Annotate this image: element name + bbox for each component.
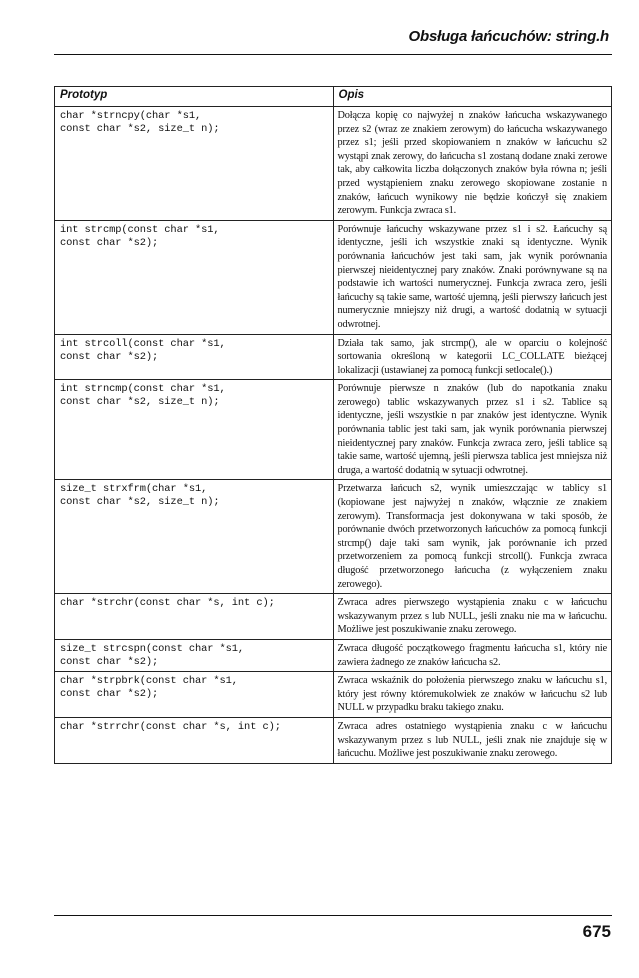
description-cell: Zwraca wskaźnik do położenia pierwszego znaku w łańcuchu s1, który jest równy któremukolwiek ze znaków w łańcuchu s2 lub NULL w przypadku braku takiego znaku.: [333, 672, 612, 718]
prototype-cell: char *strrchr(const char *s, int c);: [55, 717, 334, 763]
column-header-description: Opis: [333, 87, 612, 107]
prototype-cell: size_t strcspn(const char *s1, const char *s2);: [55, 639, 334, 671]
description-cell: Zwraca długość początkowego fragmentu łańcucha s1, który nie zawiera żadnego ze znaków łańcucha s2.: [333, 639, 612, 671]
function-table: [54, 86, 612, 764]
prototype-cell: size_t strxfrm(char *s1, const char *s2, size_t n);: [55, 480, 334, 594]
prototype-cell: char *strchr(const char *s, int c);: [55, 594, 334, 640]
prototype-cell: int strcoll(const char *s1, const char *s2);: [55, 334, 334, 380]
page-number: 675: [582, 922, 611, 941]
prototype-cell: int strcmp(const char *s1, const char *s2);: [55, 220, 334, 334]
description-cell: Działa tak samo, jak strcmp(), ale w oparciu o kolejność sortowania określoną w kategorii LC_COLLATE bieżącej lokalizacji (ustawianej za pomocą funkcji setlocale().): [333, 334, 612, 380]
table-row: [55, 220, 612, 334]
running-header: Obsługa łańcuchów: string.h: [408, 28, 609, 45]
table-header-row: [55, 87, 612, 107]
prototype-cell: char *strncpy(char *s1, const char *s2, size_t n);: [55, 107, 334, 221]
table-row: [55, 380, 612, 480]
prototype-cell: char *strpbrk(const char *s1, const char *s2);: [55, 672, 334, 718]
table-row: [55, 107, 612, 221]
column-header-prototype: Prototyp: [55, 87, 334, 107]
prototype-cell: int strncmp(const char *s1, const char *s2, size_t n);: [55, 380, 334, 480]
table-row: [55, 594, 612, 640]
table-row: [55, 334, 612, 380]
footer-rule: [54, 915, 612, 916]
description-cell: Porównuje pierwsze n znaków (lub do napotkania znaku zerowego) tablic wskazywanych przez s1 i s2. Tablice są identyczne, jeśli wszystkie n par znaków jest identyczne. Wynik porównania tablic jest taki sam, jak wynik porównania pierwszej nieidentycznej pary znaków. Funkcja zwraca zero, jeśli tablice są takie same, wartość ujemną, jeśli pierwsza tablica jest mniejsza niż druga, a wartość dodatnią w sytuacji odwrotnej.: [333, 380, 612, 480]
table-row: [55, 480, 612, 594]
table-row: [55, 639, 612, 671]
description-cell: Dołącza kopię co najwyżej n znaków łańcucha wskazywanego przez s2 (wraz ze znakiem zerowym) do łańcucha wskazywanego przez s1; jeśli przed skopiowaniem n znaków w łańcuchu s2 wystąpi znak zerowy, do łańcucha s1 zostaną dodane znaki zerowe tak, aby całkowita liczba dołączonych znaków była równa n; jeśli przed wystąpieniem znaku zerowego skopiowane zostanie n znaków, łańcuch wynikowy nie będzie kończył się znakiem zerowym. Funkcja zwraca s1.: [333, 107, 612, 221]
table-row: [55, 672, 612, 718]
description-cell: Zwraca adres ostatniego wystąpienia znaku c w łańcuchu wskazywanym przez s lub NULL, jeśli znak nie znajduje się w łańcuchu. Możliwe jest poszukiwanie znaku zerowego.: [333, 717, 612, 763]
description-cell: Porównuje łańcuchy wskazywane przez s1 i s2. Łańcuchy są identyczne, jeśli ich wszystkie znaki są identyczne. Wynik porównania łańcuchów jest taki sam, jak wynik porównania pierwszej nieidentycznej pary znaków. Znaki porównywane są na podstawie ich wartości numerycznej. Funkcja zwraca zero, jeśli łańcuchy są takie same, wartość ujemną, jeśli pierwszy łańcuch jest numerycznie mniejszy niż drugi, a wartość dodatnią w sytuacji odwrotnej.: [333, 220, 612, 334]
header-rule: [54, 54, 612, 55]
table-row: [55, 717, 612, 763]
description-cell: Przetwarza łańcuch s2, wynik umieszczając w tablicy s1 (kopiowane jest najwyżej n znaków, włącznie ze znakiem zerowym). Transformacja jest dokonywana w taki sposób, że porównanie dwóch przetworzonych łańcuchów za pomocą funkcji strcmp() daje taki sam wynik, jak porównanie ich przed przetworzeniem za pomocą funkcji strcoll(). Funkcja zwraca długość przetworzonego łańcucha (z wyłączeniem znaku zerowego).: [333, 480, 612, 594]
description-cell: Zwraca adres pierwszego wystąpienia znaku c w łańcuchu wskazywanym przez s lub NULL, jeśli znaku nie ma w łańcuchu. Możliwe jest poszukiwanie znaku zerowego.: [333, 594, 612, 640]
